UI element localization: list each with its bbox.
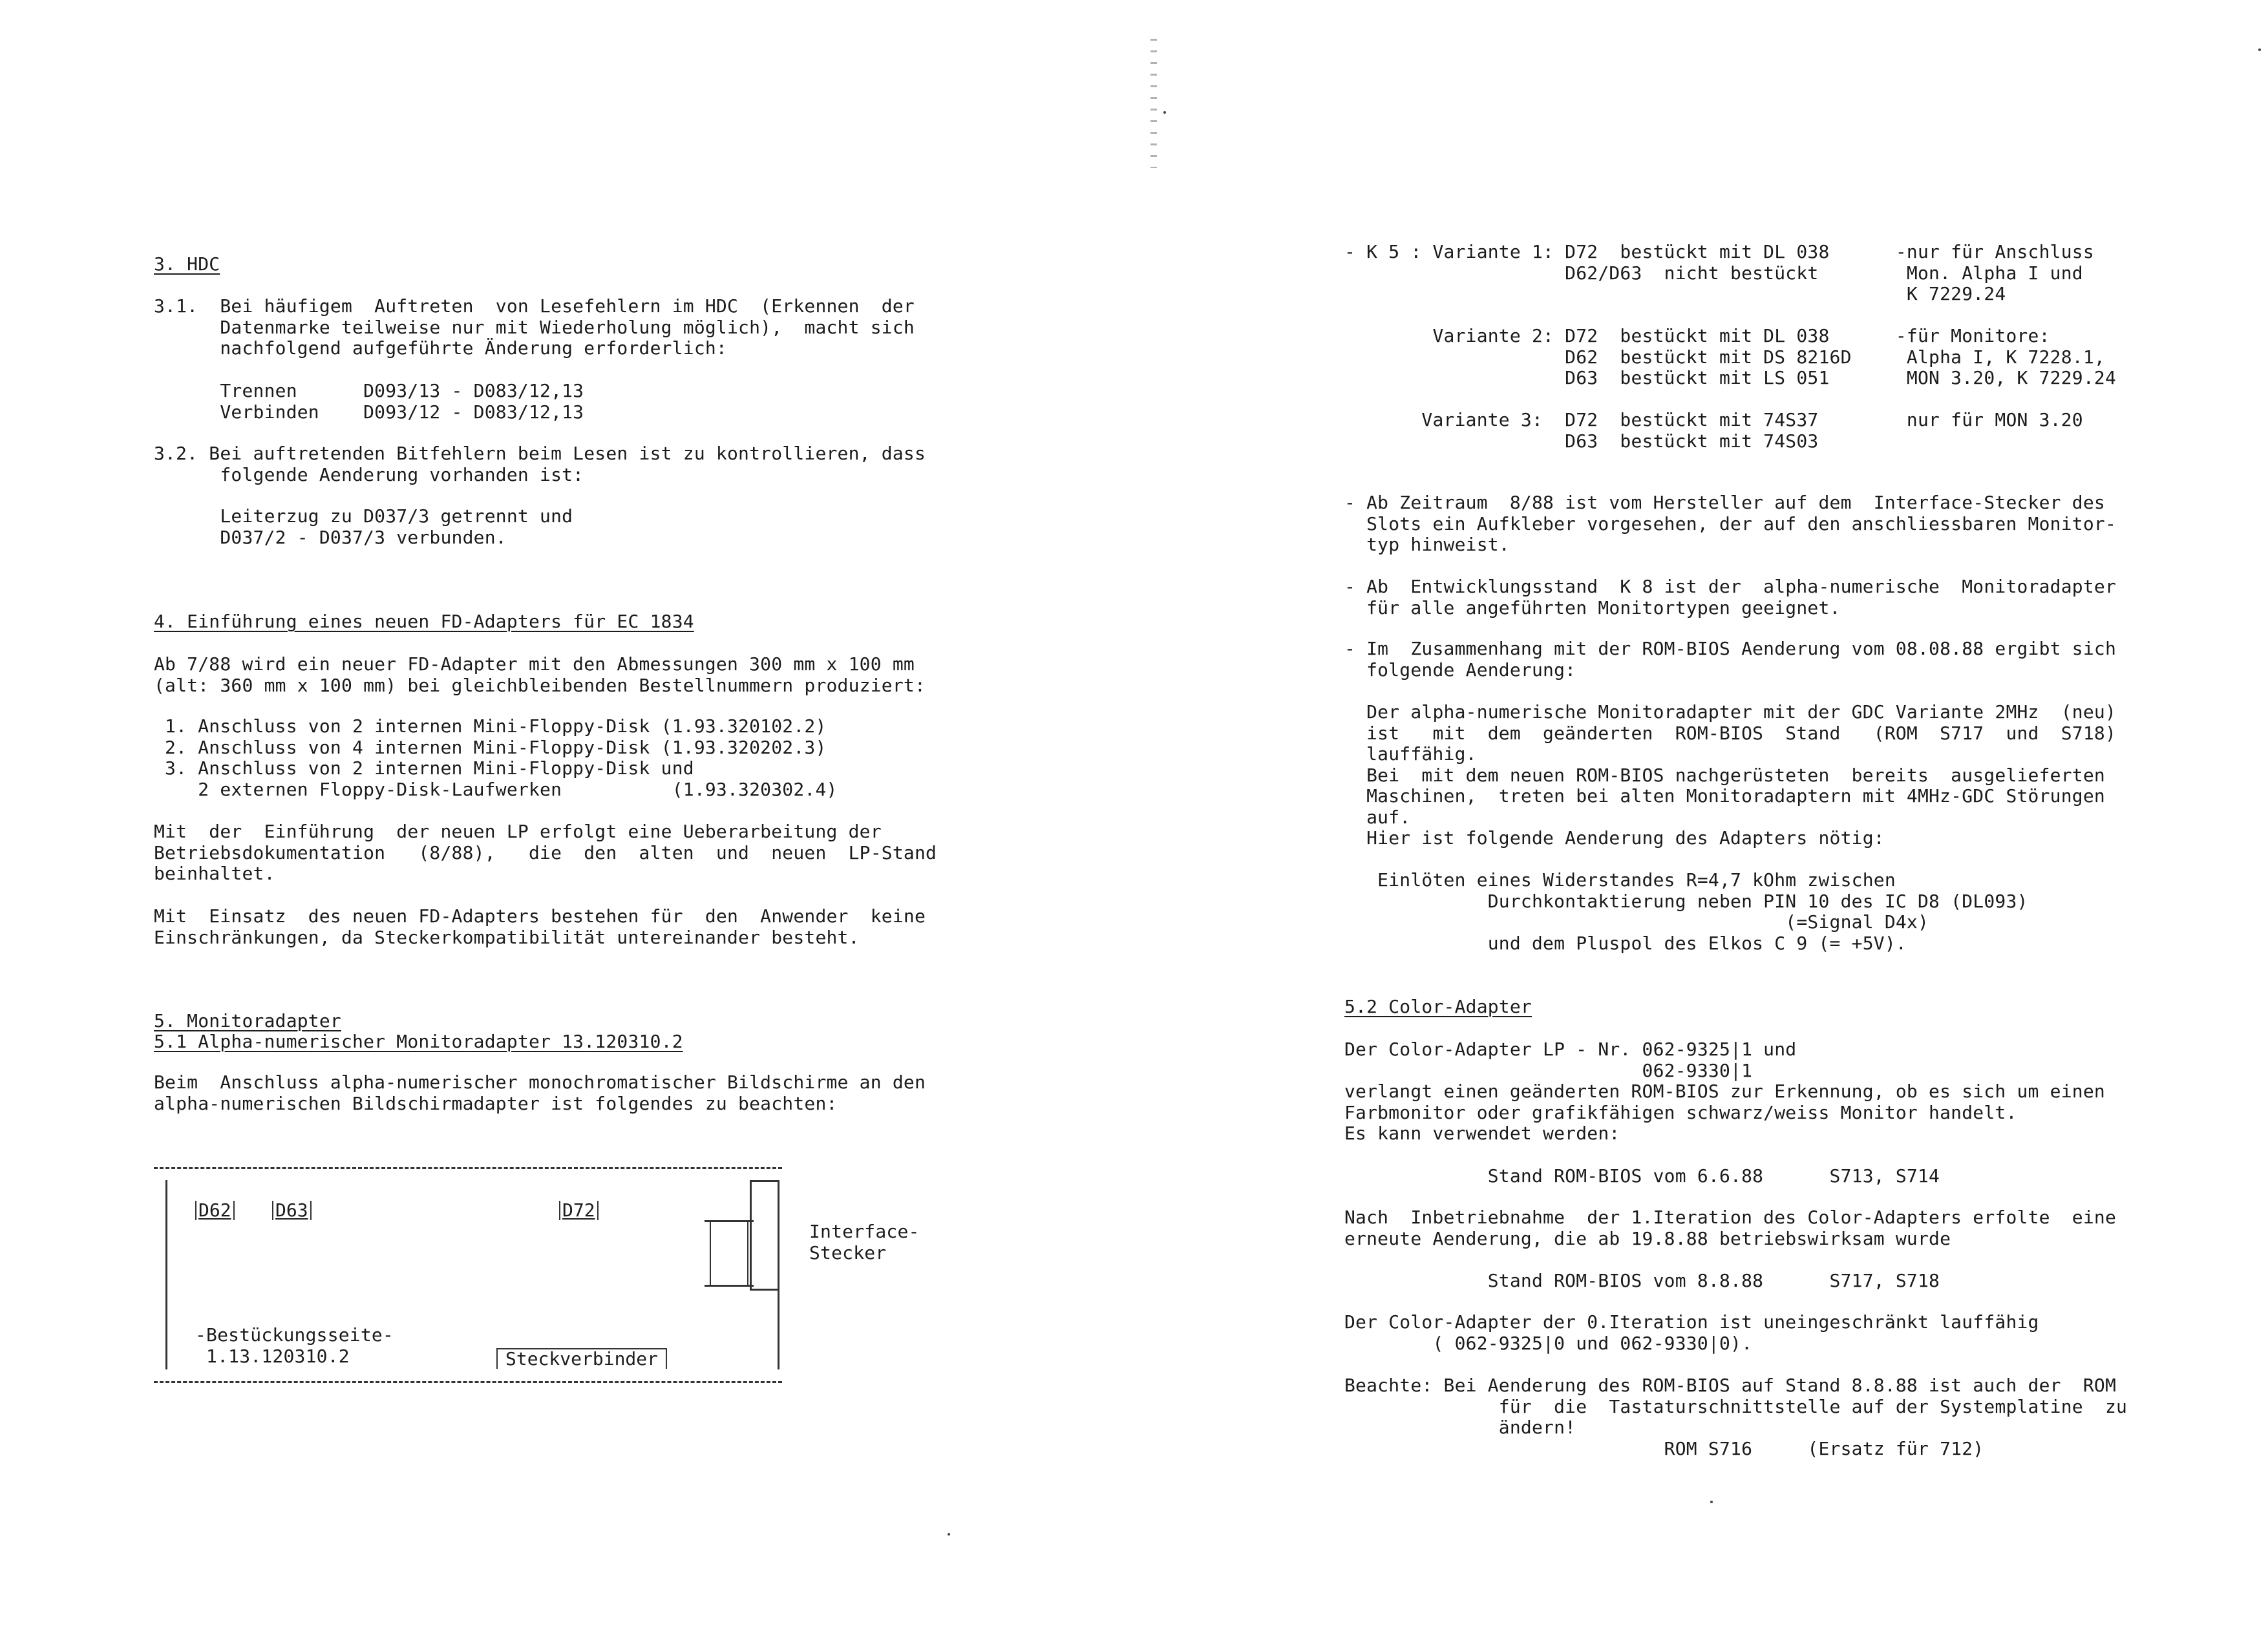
- text-line: Beim Anschluss alpha-numerischer monochromatischer Bildschirme an den: [154, 1072, 926, 1093]
- section-3-1-operations: [154, 381, 584, 423]
- text-line: 2. Anschluss von 4 internen Mini-Floppy-Disk (1.93.320202.3): [154, 736, 827, 758]
- section-5-1-title: 5.1 Alpha-numerischer Monitoradapter 13.120310.2: [154, 1031, 683, 1052]
- text-line: Maschinen, treten bei alten Monitoradaptern mit 4MHz-GDC Störungen: [1344, 785, 2105, 807]
- text-line: - Im Zusammenhang mit der ROM-BIOS Aenderung vom 08.08.88 ergibt sich: [1344, 638, 2117, 659]
- scan-speck: [1710, 1501, 1713, 1503]
- text-line: Datenmarke teilweise nur mit Wiederholung möglich), macht sich: [154, 316, 915, 338]
- diagram-top-dashed-line: [154, 1167, 782, 1169]
- text-line: Leiterzug zu D037/3 getrennt und: [154, 505, 573, 527]
- scan-speck: [948, 1533, 950, 1536]
- stand-rom-bios-2: Stand ROM-BIOS vom 8.8.88 S717, S718: [1344, 1270, 1940, 1291]
- text-line: verlangt einen geänderten ROM-BIOS zur Erkennung, ob es sich um einen: [1344, 1081, 2105, 1102]
- text-line: D63 bestückt mit LS 051 MON 3.20, K 7229.24: [1344, 367, 2117, 388]
- text-line: Beachte: Bei Aenderung des ROM-BIOS auf Stand 8.8.88 ist auch der ROM: [1344, 1375, 2117, 1396]
- text-line: 1.13.120310.2: [195, 1345, 350, 1367]
- text-line: 3.2. Bei auftretenden Bitfehlern beim Lesen ist zu kontrollieren, dass: [154, 443, 926, 464]
- bullet-entwicklungsstand: [1344, 576, 2116, 618]
- text-line: folgende Aenderung:: [1344, 659, 1576, 681]
- section-5-2-title: 5.2 Color-Adapter: [1344, 996, 1532, 1017]
- text-line: - Ab Zeitraum 8/88 ist vom Hersteller auf dem Interface-Stecker des: [1344, 492, 2105, 513]
- section-5-2-paragraph-2: [1344, 1207, 2116, 1249]
- text-line: - Ab Entwicklungsstand K 8 ist der alpha-numerische Monitoradapter: [1344, 576, 2117, 597]
- text-line: Nach Inbetriebnahme der 1.Iteration des Color-Adapters erfolte eine: [1344, 1207, 2117, 1228]
- board-right-top-edge: [750, 1180, 779, 1182]
- text-line: - K 5 : Variante 1: D72 bestückt mit DL 038 -nur für Anschluss: [1344, 241, 2094, 262]
- text-line: 062-9330|1: [1344, 1059, 1753, 1081]
- text-line: ändern!: [1344, 1417, 1576, 1438]
- text-line: Mit Einsatz des neuen FD-Adapters bestehen für den Anwender keine: [154, 905, 926, 927]
- board-step-bottom-edge: [750, 1289, 779, 1291]
- section-5-1-paragraph: [154, 1072, 926, 1114]
- bestueckungsseite-label: [195, 1325, 394, 1367]
- section-4-intro: [154, 654, 926, 696]
- text-line: [1344, 389, 2116, 410]
- text-line: ROM S716 (Ersatz für 712): [1344, 1437, 1984, 1459]
- text-line: Der Color-Adapter der 0.Iteration ist uneingeschränkt lauffähig: [1344, 1311, 2039, 1333]
- interface-connector-shape: [710, 1220, 748, 1286]
- text-line: für die Tastaturschnittstelle auf der Systemplatine zu: [1344, 1395, 2128, 1417]
- section-4-paragraph-2: [154, 821, 937, 885]
- text-line: Ab 7/88 wird ein neuer FD-Adapter mit den Abmessungen 300 mm x 100 mm: [154, 653, 915, 675]
- board-left-edge: [165, 1180, 167, 1369]
- scan-speck: [2258, 48, 2261, 51]
- text-line: [1344, 305, 2116, 326]
- text-line: Der alpha-numerische Monitoradapter mit der GDC Variante 2MHz (neu): [1344, 701, 2117, 723]
- text-line: folgende Aenderung vorhanden ist:: [154, 463, 584, 485]
- text-line: 1. Anschluss von 2 internen Mini-Floppy-Disk (1.93.320102.2): [154, 715, 827, 737]
- text-line: (alt: 360 mm x 100 mm) bei gleichbleibenden Bestellnummern produziert:: [154, 674, 926, 696]
- bullet-rom-bios-aenderung: [1344, 639, 2116, 681]
- board-step-edge: [750, 1180, 752, 1290]
- text-line: Trennen D093/13 - D083/12,13: [154, 380, 584, 401]
- interface-stecker-label: [809, 1221, 920, 1263]
- board-right-edge: [778, 1180, 779, 1369]
- text-line: Der Color-Adapter LP - Nr. 062-9325|1 und: [1344, 1039, 1797, 1060]
- text-line: Durchkontaktierung neben PIN 10 des IC D8 (DL093): [1344, 890, 2028, 912]
- chip-d62: D62: [195, 1201, 235, 1220]
- section-4-title: 4. Einführung eines neuen FD-Adapters für EC 1834: [154, 611, 694, 632]
- text-line: und dem Pluspol des Elkos C 9 (= +5V).: [1344, 932, 1907, 954]
- text-line: K 7229.24: [1344, 283, 2006, 304]
- chip-d72: D72: [559, 1201, 599, 1220]
- text-line: (=Signal D4x): [1344, 911, 1929, 933]
- diagram-bottom-dashed-line: [154, 1381, 782, 1383]
- scan-gutter-marks: [1150, 39, 1157, 168]
- text-line: Variante 2: D72 bestückt mit DL 038 -für Monitore:: [1344, 325, 2050, 346]
- section-5-title: 5. Monitoradapter: [154, 1010, 341, 1031]
- scan-speck: [1163, 111, 1166, 114]
- section-3-1-text: [154, 296, 915, 359]
- text-line: typ hinweist.: [1344, 534, 1510, 555]
- text-line: auf.: [1344, 806, 1411, 828]
- text-line: alpha-numerischen Bildschirmadapter ist folgendes zu beachten:: [154, 1092, 838, 1114]
- stand-rom-bios-1: Stand ROM-BIOS vom 6.6.88 S713, S714: [1344, 1165, 1940, 1187]
- text-line: Interface-: [809, 1221, 920, 1242]
- section-3-2-text: [154, 443, 926, 485]
- text-line: 3.1. Bei häufigem Auftreten von Lesefehlern im HDC (Erkennen der: [154, 295, 915, 317]
- section-4-list: [154, 716, 838, 800]
- rom-bios-paragraph: [1344, 702, 2116, 849]
- text-line: nachfolgend aufgeführte Änderung erforderlich:: [154, 337, 727, 359]
- text-line: lauffähig.: [1344, 743, 1477, 765]
- text-line: Einlöten eines Widerstandes R=4,7 kOhm zwischen: [1344, 869, 1896, 891]
- text-line: Farbmonitor oder grafikfähigen schwarz/weiss Monitor handelt.: [1344, 1101, 2017, 1123]
- text-line: -Bestückungsseite-: [195, 1324, 394, 1346]
- chip-d63: D63: [272, 1201, 312, 1220]
- beachte-note: [1344, 1375, 2127, 1459]
- section-3-2-operations: [154, 506, 573, 548]
- text-line: D62 bestückt mit DS 8216D Alpha I, K 7228.1,: [1344, 346, 2105, 368]
- text-line: Mit der Einführung der neuen LP erfolgt eine Ueberarbeitung der: [154, 821, 882, 842]
- steckverbinder-label: Steckverbinder: [496, 1348, 667, 1369]
- text-line: Es kann verwendet werden:: [1344, 1123, 1620, 1144]
- text-line: 2 externen Floppy-Disk-Laufwerken (1.93.320302.4): [154, 778, 838, 800]
- section-4-paragraph-3: [154, 906, 926, 948]
- text-line: D037/2 - D037/3 verbunden.: [154, 526, 507, 548]
- text-line: Bei mit dem neuen ROM-BIOS nachgerüsteten bereits ausgelieferten: [1344, 764, 2105, 786]
- text-line: Slots ein Aufkleber vorgesehen, der auf den anschliessbaren Monitor-: [1344, 512, 2117, 534]
- text-line: Stecker: [809, 1241, 887, 1263]
- k5-variants-block: [1344, 242, 2116, 452]
- section-5-2-paragraph: [1344, 1039, 2105, 1145]
- text-line: ist mit dem geänderten ROM-BIOS Stand (ROM S717 und S718): [1344, 722, 2117, 744]
- text-line: Variante 3: D72 bestückt mit 74S37 nur für MON 3.20: [1344, 409, 2083, 430]
- widerstand-operations: [1344, 870, 2028, 954]
- text-line: ( 062-9325|0 und 062-9330|0).: [1344, 1332, 1753, 1354]
- text-line: Betriebsdokumentation (8/88), die den alten und neuen LP-Stand: [154, 841, 937, 863]
- section-3-title: 3. HDC: [154, 253, 220, 275]
- section-5-2-paragraph-3: [1344, 1312, 2039, 1354]
- text-line: 3. Anschluss von 2 internen Mini-Floppy-Disk und: [154, 757, 694, 779]
- text-line: Hier ist folgende Aenderung des Adapters nötig:: [1344, 827, 1885, 849]
- bullet-zeitraum: [1344, 492, 2116, 556]
- text-line: Verbinden D093/12 - D083/12,13: [154, 401, 584, 423]
- text-line: für alle angeführten Monitortypen geeignet.: [1344, 597, 1841, 618]
- text-line: beinhaltet.: [154, 863, 275, 884]
- text-line: D62/D63 nicht bestückt Mon. Alpha I und: [1344, 262, 2083, 284]
- text-line: erneute Aenderung, die ab 19.8.88 betriebswirksam wurde: [1344, 1227, 1951, 1249]
- text-line: D63 bestückt mit 74S03: [1344, 430, 1819, 452]
- text-line: Einschränkungen, da Steckerkompatibilität untereinander besteht.: [154, 926, 860, 948]
